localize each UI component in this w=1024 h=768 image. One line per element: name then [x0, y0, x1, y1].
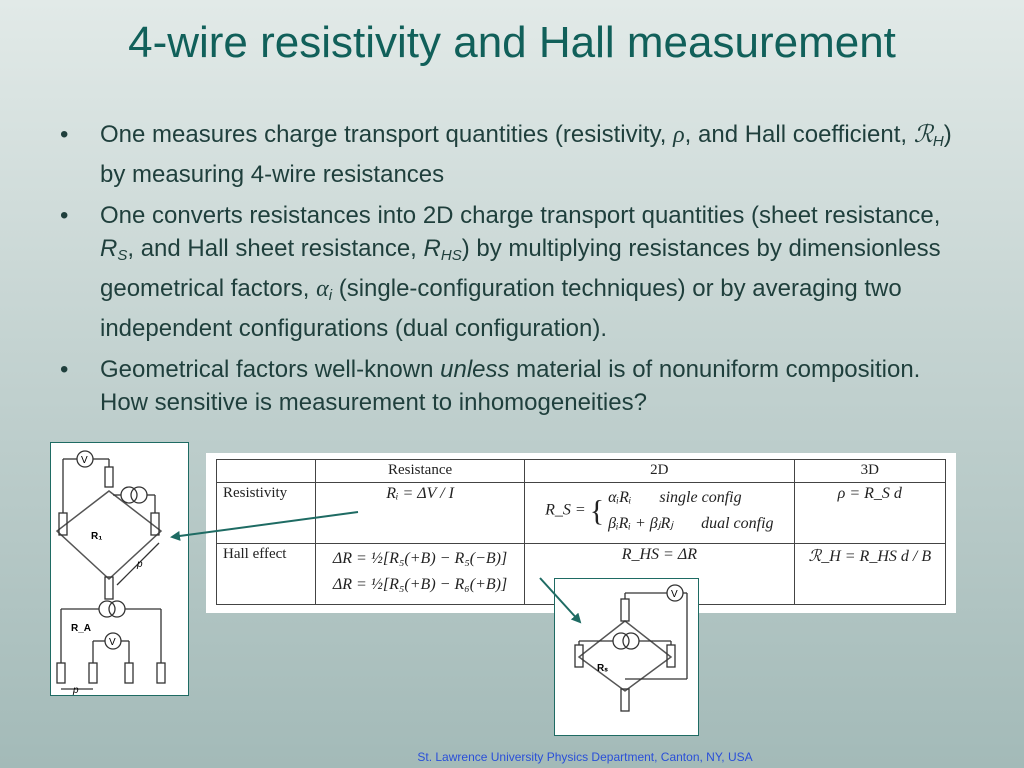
hall-resistance-equations [316, 544, 525, 605]
table-header-cell: 2D [525, 460, 794, 483]
table-header-cell: 3D [794, 460, 945, 483]
bullet-text: , and Hall coefficient, [684, 121, 914, 148]
sheet-resistance-equation [525, 483, 794, 544]
dual-config-eq: βᵢRᵢ + βⱼRⱼ [608, 515, 674, 532]
bullet-text: ) by multiplying resistances by dimensionless geometrical factors, [100, 235, 941, 302]
p-label: p [137, 559, 143, 570]
rs-prefix: R_S = [545, 501, 586, 519]
rho-symbol: ρ [673, 122, 685, 148]
emphasis-unless: unless [440, 356, 510, 383]
slide-title: 4-wire resistivity and Hall measurement [128, 18, 896, 67]
resistance-equation: Rᵢ = ΔV / I [316, 483, 525, 544]
dual-config-note: dual config [701, 515, 774, 532]
hall-3d-equation: ℛ_H = R_HS d / B [794, 544, 945, 605]
alpha-symbol: α [316, 276, 329, 302]
row-label-hall: Hall effect [217, 544, 316, 605]
bullet-text: material is of nonuniform composition. How sensitive is measurement to inhomogeneities? [100, 356, 921, 416]
rs-label: Rₛ [597, 663, 608, 674]
bullet-text: , and Hall sheet resistance, [127, 235, 424, 262]
bullet-item [56, 353, 956, 419]
footer-text: St. Lawrence University Physics Department, Canton, NY, USA [417, 750, 753, 764]
bullet-item [56, 199, 956, 345]
rhs-subscript: HS [440, 247, 462, 264]
bullet-text: One converts resistances into 2D charge transport quantities (sheet resistance, [100, 202, 941, 229]
brace: { [589, 494, 605, 528]
rhs-symbol: R [423, 235, 441, 262]
bullet-text: Geometrical factors well-known [100, 356, 441, 383]
hall-eq-2: ΔR = ½[R₅(+B) − R₆(+B)] [332, 576, 508, 593]
voltmeter-label: V [671, 589, 678, 600]
voltmeter-label-2: V [109, 637, 116, 648]
hall-subscript: H [932, 133, 944, 150]
resistivity-3d-equation: ρ = R_S d [794, 483, 945, 544]
single-config-note: single config [659, 489, 742, 506]
hall-eq-1: ΔR = ½[R₅(+B) − R₅(−B)] [332, 550, 508, 567]
table-row [217, 483, 946, 544]
voltmeter-label: V [81, 455, 88, 466]
left-circuit-diagram [50, 442, 189, 696]
hall-symbol: ℛ [913, 122, 933, 148]
table-header-row [217, 460, 946, 483]
alpha-subscript: i [328, 287, 333, 304]
bottom-circuit-svg [555, 579, 698, 735]
cases [608, 485, 773, 537]
r1-label: R₁ [91, 531, 103, 542]
table-header-cell [217, 460, 316, 483]
bullet-text: (single-configuration techniques) or by averaging two independent configurations (dual configuration). [100, 275, 902, 342]
bullet-text: ) by measuring 4-wire resistances [100, 121, 952, 188]
bullet-list [56, 118, 956, 427]
hall-sheet-equation: R_HS = ΔR [525, 544, 794, 605]
bullet-text: One measures charge transport quantities (resistivity, [100, 121, 674, 148]
p-label-2: p [73, 685, 79, 695]
table-header-cell: Resistance [316, 460, 525, 483]
ra-label: R_A [71, 623, 92, 634]
row-label-resistivity: Resistivity [217, 483, 316, 544]
bullet-item [56, 118, 956, 191]
bottom-circuit-diagram [554, 578, 699, 736]
rs-symbol: R [100, 235, 118, 262]
left-circuit-svg [51, 443, 188, 695]
rs-subscript: S [117, 247, 128, 264]
single-config-eq: αᵢRᵢ [608, 489, 632, 506]
